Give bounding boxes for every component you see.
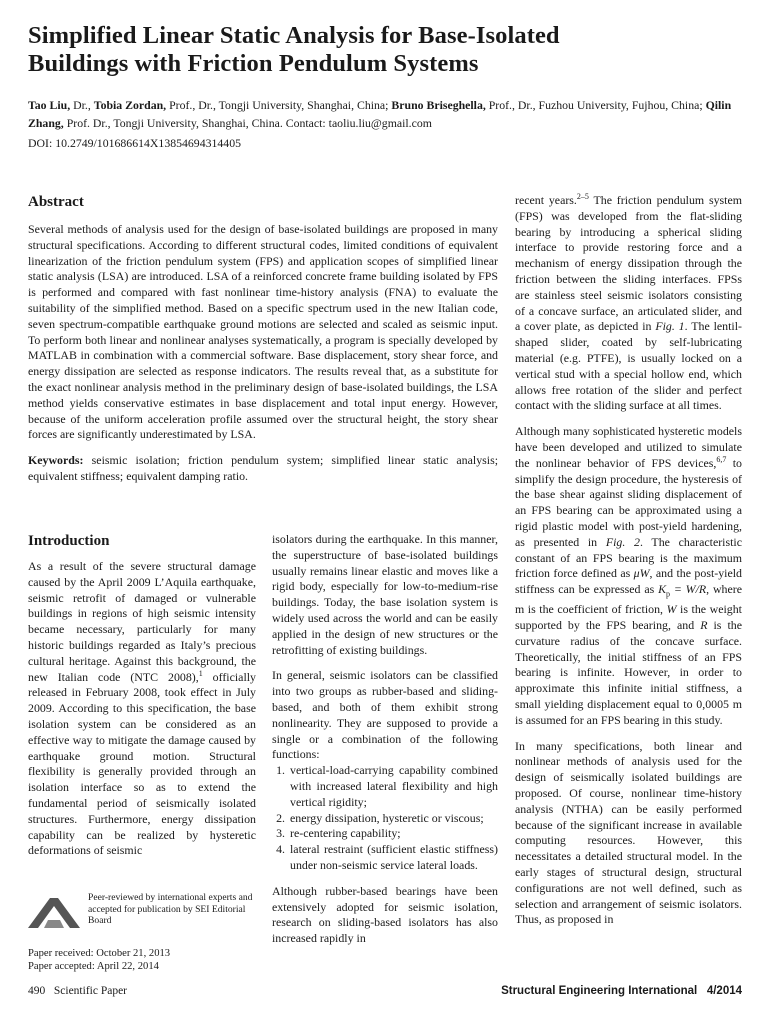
col3-paragraph-2: Although many sophisticated hysteretic models have been developed and utilized to simulate the nonlinear behavior of FPS devices,$^{6,7}$ to simplify the design procedure, the hysteresis of the base shear against sliding displacement of an FPS bearing can be approximated using a rigid plastic model with post-yield hardening, as presented in Fig. 2. The characteristic constant of an FPS bearing is the maximum friction force defined as μW, and the post-yield stiffness can be expressed as $K_p = W/R$, where m is the coefficient of friction, W is the weight supported by the FPS bearing, and R is the curvature radius of the concave surface. Theoretically, the initial stiffness of an FPS bearing is infinite. However, in order to approximate this infinite initial stiffness, a small yielding displacement equal to 0,0005 m is assumed for an FPS bearing in this study. — [515, 424, 743, 727]
doi: DOI: 10.2749/101686614X13854694314405 — [28, 136, 241, 150]
intro-section — [28, 533, 109, 550]
abstract-heading: Abstract — [28, 194, 84, 210]
footer-page-label: 490 Scientific Paper — [28, 985, 128, 997]
paper-accepted: Paper accepted: April 22, 2014 — [28, 961, 159, 972]
functions-list — [272, 763, 498, 874]
sei-logo-icon — [28, 898, 80, 928]
paper-received: Paper received: October 21, 2013 — [28, 948, 171, 959]
abstract-text: Several methods of analysis used for the design of base-isolated buildings are proposed in many structural specifications. According to different structural codes, limited conditions of equivalent linearization of the friction pendulum system (FPS) and application scopes of simplified linear static analysis (LSA) are introduced. LSA of a reinforced concrete frame building isolated by FPS is performed and compared with fast nonlinear time-history analysis (FNA) to evaluate the suitability of the simplified method. Based on a specific spectrum used in the new Italian code, seven spectrum-compatible earthquake ground motions are selected and scaled as seismic input. To perform both linear and nonlinear analyses systematically, a program is specially developed by MATLAB in combination with a commercial software. Base displacement, story shear force, and energy dissipation are selected as response indicators. The results reveal that, as a substitute for the exact nonlinear analysis method in the preliminary design of base-isolated buildings, the LSA method yields conservative estimates in base displacement and total input energy. However, because of the uniform acceleration profile assumed over the structural height, the story shear forces are significantly underestimated by LSA. — [28, 222, 498, 442]
col2-paragraph-1: isolators during the earthquake. In this manner, the superstructure of base-isolated buildings usually remains linear elastic and moves like a rigid body, especially for low-to-medium-rise buildings. Today, the base isolation system is widely used across the world and can be easily applied in the design of new structures or the retrofitting of existing buildings. — [272, 532, 498, 657]
functions-list-item: 1. vertical-load-carrying capability combined with increased lateral flexibility and high vertical rigidity; — [288, 763, 498, 810]
paper-dates — [28, 947, 170, 973]
intro-paragraph: As a result of the severe structural damage caused by the April 2009 L’Aquila earthquake, seismic retrofit of damaged or vulnerable buildings in regions of high seismic intensity became necessary, particularly for many historic buildings regarded as Italy’s precious cultural heritage. Against this background, the new Italian code (NTC 2008),$^1$ officially released in February 2008, took effect in July 2009. According to this specification, the base isolation system can be considered as an effective way to mitigate the damage caused by earthquake ground motion. Structural flexibility is generally provided through an isolation interface so as to extend the fundamental period of seismically isolated structures. Furthermore, energy dissipation capability can be realized by hysteretic deformations of seismic — [28, 559, 256, 858]
col2-paragraph-2: In general, seismic isolators can be classified into two groups as rubber-based and sliding-based, and both of them exhibit strong nonlinearity. They are supposed to provide a single or a combination of the following functions: — [272, 668, 498, 762]
abstract-section — [28, 194, 84, 211]
abstract-body — [28, 222, 498, 485]
intro-text — [28, 559, 256, 859]
col2-paragraph-3: Although rubber-based bearings have been extensively adopted for seismic isolation, research on sliding-based isolators has also increased rapidly in — [272, 883, 498, 946]
keywords: Keywords: seismic isolation; friction pendulum system; simplified linear static analysis; equivalent stiffness; equivalent damping ratio. — [28, 453, 498, 483]
paper-title — [28, 22, 748, 78]
functions-list-item: 3. re-centering capability; — [288, 826, 498, 842]
author-list: Tao Liu, Dr., Tobia Zordan, Prof., Dr., Tongji University, Shanghai, China; Bruno Briseghella, Prof., Dr., Fuzhou University, Fujhou, China; Qilin Zhang, Prof. Dr., Tongji University, Shanghai, China. Contact: taoliu.liu@gmail.com — [28, 98, 732, 130]
col3-paragraph-1: recent years.$^{2-5}$ The friction pendulum system (FPS) was developed from the flat-sliding bearing by introducing a spherical sliding interface to provide restoring force and a mechanism of energy dissipation through the friction between the sliding interfaces. FPSs are stainless steel seismic isolators consisting of a concave surface, an articulated slider, and a cover plate, as depicted in Fig. 1. The lentil-shaped slider, coated by self-lubricating material (e.g. PTFE), is usually locked on a vertical stud with a special hollow end, which allows free rotation of the slider and perfect contact with the sliding surface at all times. — [515, 192, 743, 413]
peer-review-box — [28, 888, 256, 936]
col3-paragraph-3: In many specifications, both linear and nonlinear methods of analysis used for the design of seismically isolated buildings are proposed. Of course, nonlinear time-history analysis (NTHA) can be easily performed because of the significant increase in available computing resources. However, this necessitates a detailed structural model. In the early stages of structural design, structural configurations are not well defined, such as selection and arrangement of seismic isolators. Thus, as proposed in — [515, 738, 742, 927]
functions-list-item: 2. energy dissipation, hysteretic or viscous; — [288, 811, 498, 827]
column-2 — [272, 532, 498, 947]
functions-list-item: 4. lateral restraint (sufficient elastic stiffness) under non-seismic service lateral loads. — [288, 842, 498, 874]
figure-ref[interactable]: Fig. 1 — [655, 319, 685, 334]
intro-heading: Introduction — [28, 533, 110, 549]
title-line-2: Buildings with Friction Pendulum Systems — [28, 50, 479, 77]
figure-ref[interactable]: Fig. 2 — [605, 534, 640, 549]
column-3 — [515, 193, 742, 928]
title-line-1: Simplified Linear Static Analysis for Base-Isolated — [28, 22, 560, 49]
peer-review-text: Peer-reviewed by international experts and accepted for publication by SEI Editorial Board — [88, 892, 253, 927]
footer-journal: Structural Engineering International 4/2014 — [501, 985, 742, 997]
